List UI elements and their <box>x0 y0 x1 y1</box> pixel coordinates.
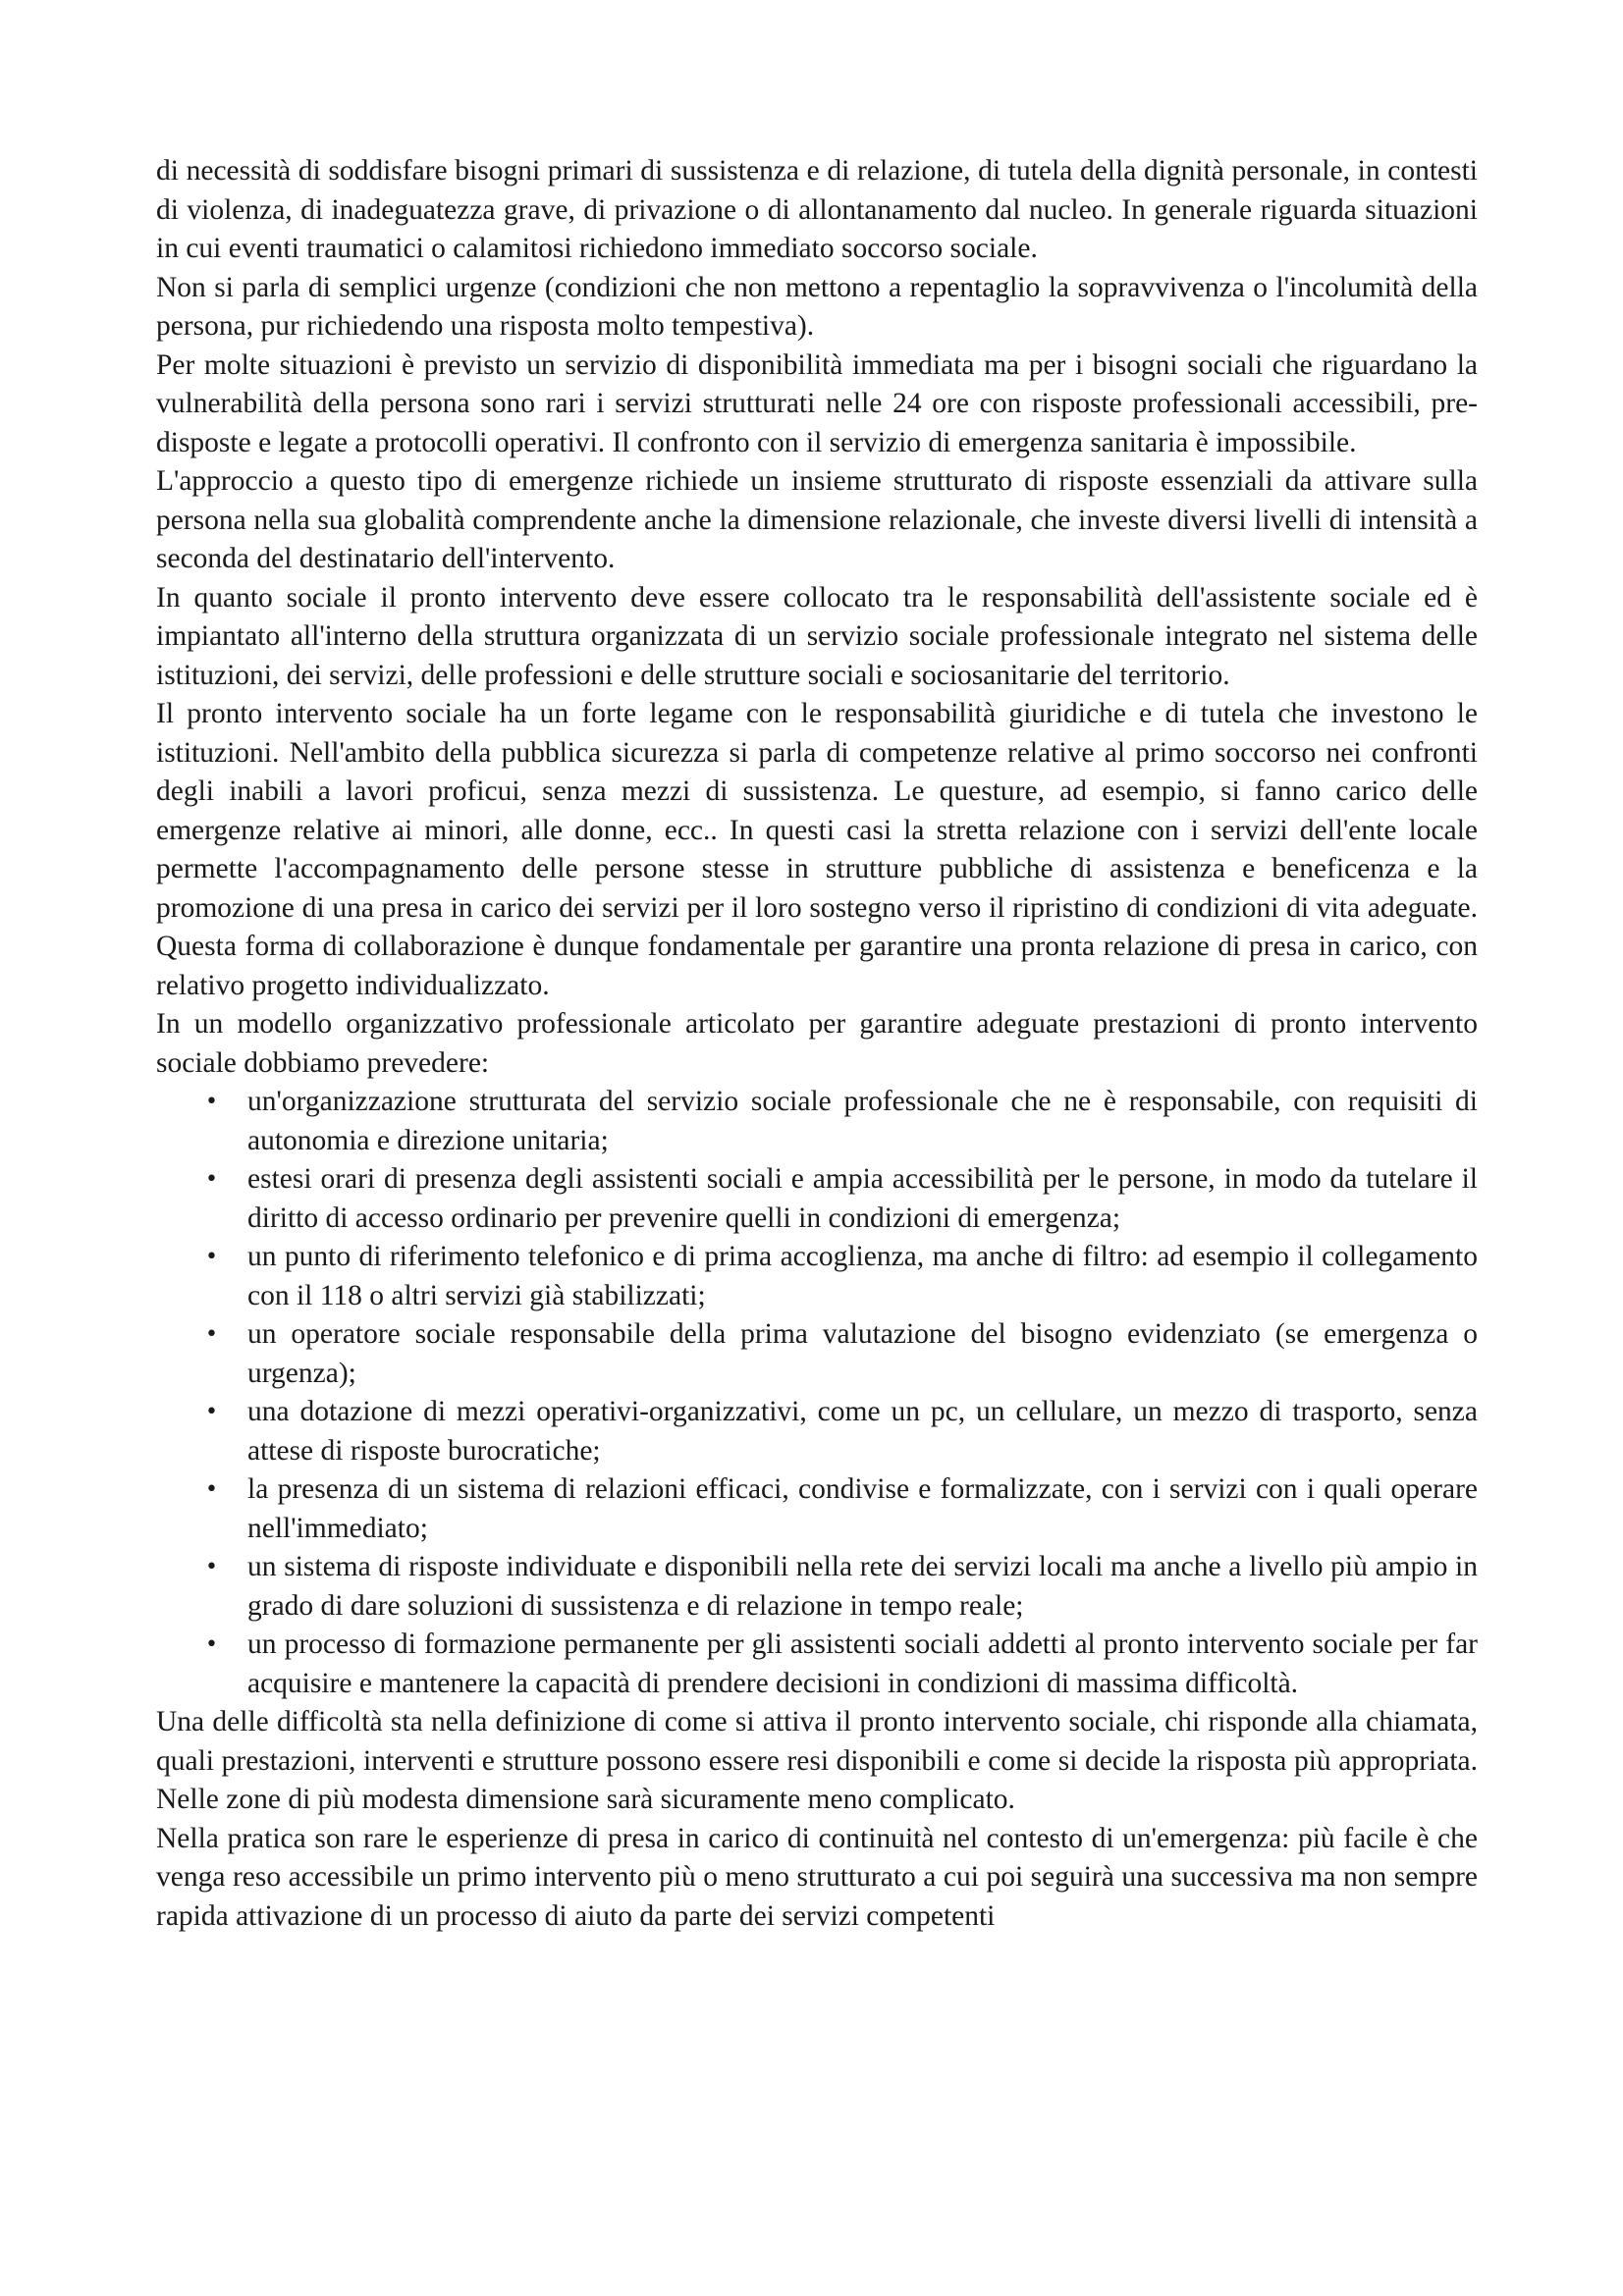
requirements-list <box>156 1083 1478 1703</box>
list-item <box>156 1393 1478 1470</box>
paragraph-1: di necessità di soddisfare bisogni primari di sussistenza e di relazione, di tutela della dignità personale, in contesti di violenza, di inadeguatezza grave, di privazione o di allontanamento dal nucleo. In generale riguarda situazioni in cui eventi traumatici o calamitosi richiedono immediato soccorso sociale. <box>156 155 1478 264</box>
paragraph-2: Non si parla di semplici urgenze (condizioni che non mettono a repentaglio la sopravvivenza o l'incolumità della persona, pur richiedendo una risposta molto tempestiva). <box>156 271 1478 342</box>
list-item <box>156 1470 1478 1548</box>
paragraph-7: In un modello organizzativo professionale articolato per garantire adeguate prestazioni di pronto intervento sociale dobbiamo prevedere: <box>156 1008 1478 1079</box>
list-item <box>156 1626 1478 1703</box>
bullet-icon: • <box>205 1477 218 1502</box>
list-item-text: un punto di riferimento telefonico e di prima accoglienza, ma anche di filtro: ad esempio il collegamento con il 118 o altri servizi già stabilizzati; <box>247 1241 1478 1311</box>
paragraph-6: Il pronto intervento sociale ha un forte legame con le responsabilità giuridiche e di tutela che investono le istituzioni. Nell'ambito della pubblica sicurezza si parla di competenze relative al primo soccorso nei confronti degli inabili a lavori proficui, senza mezzi di sussistenza. Le questure, ad esempio, si fanno carico delle emergenze relative ai minori, alle donne, ecc.. In questi casi la stretta relazione con i servizi dell'ente locale permette l'accompagnamento delle persone stesse in strutture pubbliche di assistenza e beneficenza e la promozione di una presa in carico dei servizi per il loro sostegno verso il ripristino di condizioni di vita adeguate. Questa forma di collaborazione è dunque fondamentale per garantire una pronta relazione di presa in carico, con relativo progetto individualizzato. <box>156 698 1478 1001</box>
bullet-icon: • <box>205 1632 218 1657</box>
paragraph-8: Una delle difficoltà sta nella definizione di come si attiva il pronto intervento sociale, chi risponde alla chiamata, quali prestazioni, interventi e strutture possono essere resi disponibili e come si decide la risposta più appropriata. Nelle zone di più modesta dimensione sarà sicuramente meno complicato. <box>156 1706 1478 1815</box>
paragraph-5: In quanto sociale il pronto intervento deve essere collocato tra le responsabilità dell'assistente sociale ed è impiantato all'interno della struttura organizzata di un servizio sociale professionale integrato nel sistema delle istituzioni, dei servizi, delle professioni e delle strutture sociali e sociosanitarie del territorio. <box>156 581 1478 691</box>
list-item <box>156 1160 1478 1238</box>
list-item-text: estesi orari di presenza degli assistenti sociali e ampia accessibilità per le persone, in modo da tutelare il diritto di accesso ordinario per prevenire quelli in condizioni di emergenza; <box>247 1163 1478 1234</box>
bullet-icon: • <box>205 1245 218 1269</box>
paragraph-9: Nella pratica son rare le esperienze di presa in carico di continuità nel contesto di un'emergenza: più facile è che venga reso accessibile un primo intervento più o meno strutturato a cui poi seguirà una successiva ma non sempre rapida attivazione di un processo di aiuto da parte dei servizi competenti <box>156 1822 1478 1932</box>
list-item-text: la presenza di un sistema di relazioni efficaci, condivise e formalizzate, con i servizi con i quali operare nell'immediato; <box>247 1473 1478 1544</box>
list-item-text: un processo di formazione permanente per gli assistenti sociali addetti al pronto intervento sociale per far acquisire e mantenere la capacità di prendere decisioni in condizioni di massima difficoltà. <box>247 1629 1478 1699</box>
list-item-text: una dotazione di mezzi operativi-organizzativi, come un pc, un cellulare, un mezzo di trasporto, senza attese di risposte burocratiche; <box>247 1396 1478 1467</box>
list-item <box>156 1548 1478 1626</box>
paragraph-4: L'approccio a questo tipo di emergenze richiede un insieme strutturato di risposte essenziali da attivare sulla persona nella sua globalità comprendente anche la dimensione relazionale, che investe diversi livelli di intensità a seconda del destinatario dell'intervento. <box>156 465 1478 574</box>
list-item-text: un'organizzazione strutturata del servizio sociale professionale che ne è responsabile, con requisiti di autonomia e direzione unitaria; <box>247 1086 1478 1156</box>
bullet-icon: • <box>205 1322 218 1347</box>
document-page <box>156 152 1478 1936</box>
paragraph-3: Per molte situazioni è previsto un servizio di disponibilità immediata ma per i bisogni sociali che riguardano la vulnerabilità della persona sono rari i servizi strutturati nelle 24 ore con risposte professionali accessibili, pre-disposte e legate a protocolli operativi. Il confronto con il servizio di emergenza sanitaria è impossibile. <box>156 348 1478 458</box>
bullet-icon: • <box>205 1167 218 1192</box>
bullet-icon: • <box>205 1400 218 1424</box>
bullet-icon: • <box>205 1555 218 1579</box>
list-item <box>156 1238 1478 1315</box>
list-item-text: un operatore sociale responsabile della prima valutazione del bisogno evidenziato (se emergenza o urgenza); <box>247 1318 1478 1389</box>
list-item <box>156 1083 1478 1160</box>
bullet-icon: • <box>205 1090 218 1114</box>
list-item <box>156 1315 1478 1393</box>
list-item-text: un sistema di risposte individuate e disponibili nella rete dei servizi locali ma anche a livello più ampio in grado di dare soluzioni di sussistenza e di relazione in tempo reale; <box>247 1551 1478 1622</box>
